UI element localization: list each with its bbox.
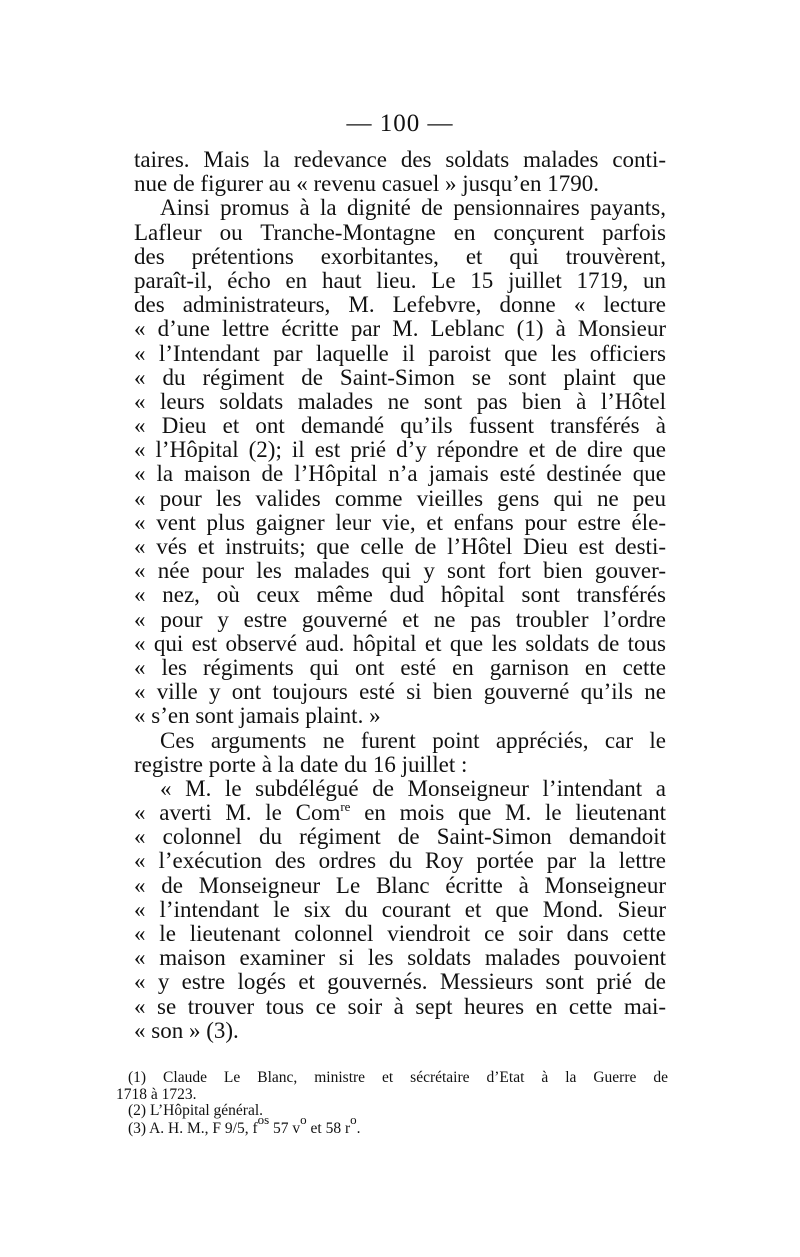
text-line: « ville y ont toujours esté si bien gouverné qu’ils ne [134,679,666,705]
superscript: re [340,799,351,815]
text-line: « qui est observé aud. hôpital et que les soldats de tous [134,630,666,656]
text-fragment: en mois que M. le lieutenant [350,800,667,826]
text-fragment: (3) A. H. M., F 9/5, f [128,1119,258,1137]
text-line: des prétentions exorbitantes, et qui trouvèrent, [134,243,666,269]
superscript: os [257,1111,270,1127]
text-line: « Dieu et ont demandé qu’ils fussent transférés à [134,413,666,439]
text-line: registre porte à la date du 16 juillet : [134,751,468,777]
text-line: « de Monseigneur Le Blanc écritte à Monseigneur [134,872,666,898]
text-line: « du régiment de Saint-Simon se sont plaint que [134,364,666,390]
body-text [134,148,666,1043]
text-line: « née pour les malades qui y sont fort bien gouver- [134,558,666,584]
footnote-line: 1718 à 1723. [116,1085,197,1103]
text-line: Ces arguments ne furent point appréciés, car le [160,727,666,753]
text-fragment: 57 v [269,1119,301,1137]
text-line: « maison examiner si les soldats malades pouvoient [134,945,666,971]
text-line: « vés et instruits; que celle de l’Hôtel Dieu est desti- [134,534,666,559]
text-line: nue de figurer au « revenu casuel » jusqu’en 1790. [134,171,599,197]
text-line: « l’Intendant par laquelle il paroist que les officiers [134,340,666,366]
text-line: paraît-il, écho en haut lieu. Le 15 juillet 1719, un [134,267,666,293]
text-line: des administrateurs, M. Lefebvre, donne « lecture [134,292,666,318]
text-line: « leurs soldats malades ne sont pas bien à l’Hôtel [134,388,666,414]
superscript: o [300,1111,307,1127]
text-fragment: et 58 r [306,1119,351,1137]
text-line: « se trouver tous ce soir à sept heures en cette mai- [134,993,666,1019]
text-line: « nez, où ceux même dud hôpital sont transférés [134,582,666,608]
text-line: « l’intendant le six du courant et que Mond. Sieur [134,896,666,922]
text-line: « l’exécution des ordres du Roy portée par la lettre [134,848,666,874]
text-line: « y estre logés et gouvernés. Messieurs sont prié de [134,969,666,995]
text-line: « d’une lettre écritte par M. Leblanc (1) à Monsieur [134,316,666,342]
footnote-line: (2) L’Hôpital général. [128,1102,264,1119]
text-line [134,801,666,825]
text-line: « son » (3). [134,1017,239,1043]
text-line: « pour les valides comme vieilles gens qui ne peu [134,485,666,511]
text-fragment: . [356,1119,361,1137]
text-line: taires. Mais la redevance des soldats malades conti- [134,147,666,172]
footnotes [116,1070,668,1136]
text-line: « le lieutenant colonnel viendroit ce soir dans cette [134,921,666,946]
text-line: « les régiments qui ont esté en garnison en cette [134,654,666,680]
text-line: « l’Hôpital (2); il est prié d’y répondre et de dire que [134,437,666,463]
text-fragment: « averti M. le Com [134,800,341,826]
text-line: « pour y estre gouverné et ne pas troubler l’ordre [134,606,666,632]
text-line: « M. le subdélégué de Monseigneur l’intendant a [160,775,666,801]
text-line: Ainsi promus à la dignité de pensionnaires payants, [160,195,666,221]
text-line: « vent plus gaigner leur vie, et enfans pour estre éle- [134,509,666,535]
footnote-line [116,1111,668,1137]
footnote-line: (1) Claude Le Blanc, ministre et sécrétaire d’Etat à la Guerre de [128,1069,668,1086]
text-line: « colonnel du régiment de Saint-Simon demandoit [134,824,666,850]
page-number: — 100 — [346,110,454,137]
text-line: « s’en sont jamais plaint. » [134,703,381,729]
text-line: « la maison de l’Hôpital n’a jamais esté destinée que [134,461,666,487]
text-line: Lafleur ou Tranche-Montagne en conçurent parfois [134,219,666,245]
superscript: o [350,1111,357,1127]
